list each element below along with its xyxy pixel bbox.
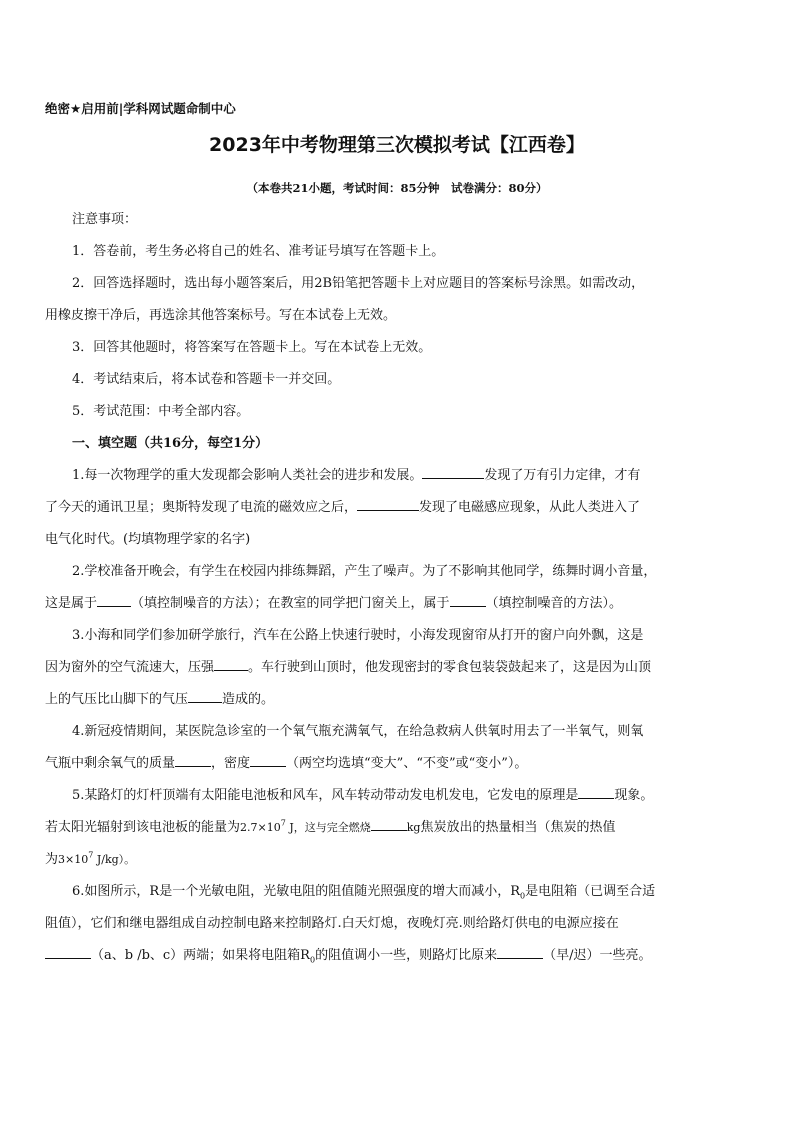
answer-blank[interactable]	[497, 947, 543, 959]
question-6-line-2: 阻值），它们和继电器组成自动控制电路来控制路灯.白天灯熄，夜晚灯亮.则给路灯供电的电源应接在	[45, 916, 619, 931]
question-text: （早/迟）一些亮。	[543, 948, 652, 963]
question-text: （填控制噪音的方法）；在教室的同学把门窗关上，属于	[131, 596, 450, 611]
question-text: （填控制噪音的方法）。	[485, 596, 623, 611]
question-4-line-1: 4.新冠疫情期间，某医院急诊室的一个氧气瓶充满氧气，在给急救病人供氧时用去了一半氧气，则氧	[72, 724, 644, 739]
question-6-line-3	[45, 944, 651, 965]
question-6-line-1	[72, 880, 655, 901]
question-1-line-3: 电气化时代。(均填物理学家的名字)	[45, 532, 251, 547]
question-text: 是电阻箱（已调至合适	[525, 884, 656, 899]
subscript: 0	[309, 955, 316, 965]
question-text: （两空均选填“变大”、“不变”或“变小”）。	[286, 756, 528, 771]
answer-blank[interactable]	[175, 755, 211, 767]
answer-blank[interactable]	[250, 755, 286, 767]
question-text: 发现了万有引力定律，才有	[484, 468, 641, 483]
question-5-line-1	[72, 784, 653, 803]
unit-kg: kg	[406, 821, 421, 834]
question-text: 的阻值调小一些，则路灯比原来	[315, 948, 498, 963]
question-text: J/kg）。	[93, 853, 136, 866]
question-1-line-2	[45, 496, 640, 515]
question-text: 造成的。	[222, 692, 275, 707]
answer-blank[interactable]	[422, 467, 484, 479]
exponent: 7	[88, 850, 94, 860]
question-2-line-2	[45, 592, 622, 611]
note-item-2: 2．回答选择题时，选出每小题答案后，用2B铅笔把答题卡上对应题目的答案标号涂黑。如需改动，	[72, 276, 645, 291]
question-text: 气瓶中剩余氧气的质量	[45, 756, 176, 771]
question-text: 了今天的通讯卫星；奥斯特发现了电流的磁效应之后，	[45, 500, 358, 515]
heat-value: 3×10	[58, 853, 89, 866]
question-4-line-2	[45, 752, 527, 771]
answer-blank[interactable]	[371, 819, 407, 831]
question-text: 5.某路灯的灯杆顶端有太阳能电池板和风车，风车转动带动发电机发电，它发电的原理是	[72, 788, 579, 803]
question-text: 因为窗外的空气流速大，压强	[45, 660, 215, 675]
question-text: 焦炭放出的热量相当（焦炭的热值	[420, 820, 616, 835]
question-3-line-3	[45, 688, 274, 707]
energy-value: 2.7×10	[240, 821, 281, 834]
answer-blank[interactable]	[214, 659, 248, 671]
question-text: 6.如图所示，R是一个光敏电阻，光敏电阻的阻值随光照强度的增大而减小，R	[72, 884, 520, 899]
question-text: 这是属于	[45, 596, 98, 611]
subscript: 0	[519, 891, 526, 901]
answer-blank[interactable]	[188, 691, 222, 703]
question-text: （a、b /b、c）两端；如果将电阻箱R	[91, 948, 310, 963]
question-text: 。车行驶到山顶时，他发现密封的零食包装袋鼓起来了，这是因为山顶	[248, 660, 652, 675]
answer-blank[interactable]	[450, 595, 486, 607]
note-item-1: 1．答卷前，考生务必将自己的姓名、准考证号填写在答题卡上。	[72, 244, 445, 259]
note-item-4: 4．考试结束后，将本试卷和答题卡一并交回。	[72, 372, 341, 387]
note-item-2-cont: 用橡皮擦干净后，再选涂其他答案标号。写在本试卷上无效。	[45, 308, 397, 323]
question-text: ，密度	[211, 756, 251, 771]
question-text: 现象。	[614, 788, 654, 803]
section-heading: 一、填空题（共16分，每空1分）	[72, 436, 269, 451]
answer-blank[interactable]	[97, 595, 131, 607]
answer-blank[interactable]	[357, 499, 419, 511]
question-1-line-1	[72, 464, 640, 483]
question-text: 上的气压比山脚下的气压	[45, 692, 189, 707]
question-text: 发现了电磁感应现象，从此人类进入了	[419, 500, 641, 515]
question-text: 为	[45, 852, 59, 867]
question-text: 1.每一次物理学的重大发现都会影响人类社会的进步和发展。	[72, 468, 423, 483]
question-3-line-1: 3.小海和同学们参加研学旅行，汽车在公路上快速行驶时，小海发现窗帘从打开的窗户向外飘，这是	[72, 628, 644, 643]
question-3-line-2	[45, 656, 651, 675]
question-2-line-1: 2.学校准备开晚会，有学生在校园内排练舞蹈，产生了噪声。为了不影响其他同学，练舞时调小音量，	[72, 564, 657, 579]
question-text: J，这与完全燃烧	[285, 821, 371, 834]
question-5-line-2	[45, 816, 615, 835]
note-item-5: 5．考试范围：中考全部内容。	[72, 404, 250, 419]
exam-info: （本卷共21小题，考试时间：85分钟 试卷满分：80分）	[246, 181, 548, 195]
question-text: 若太阳光辐射到该电池板的能量为	[45, 820, 241, 835]
confidential-header: 绝密★启用前|学科网试题命制中心	[45, 101, 236, 116]
answer-blank[interactable]	[578, 787, 614, 799]
note-item-3: 3．回答其他题时，将答案写在答题卡上。写在本试卷上无效。	[72, 340, 432, 355]
answer-blank[interactable]	[45, 947, 91, 959]
page-title: 2023年中考物理第三次模拟考试【江西卷】	[209, 134, 585, 156]
question-5-line-3	[45, 848, 135, 867]
exponent: 7	[280, 818, 286, 828]
notes-heading: 注意事项：	[72, 212, 138, 227]
